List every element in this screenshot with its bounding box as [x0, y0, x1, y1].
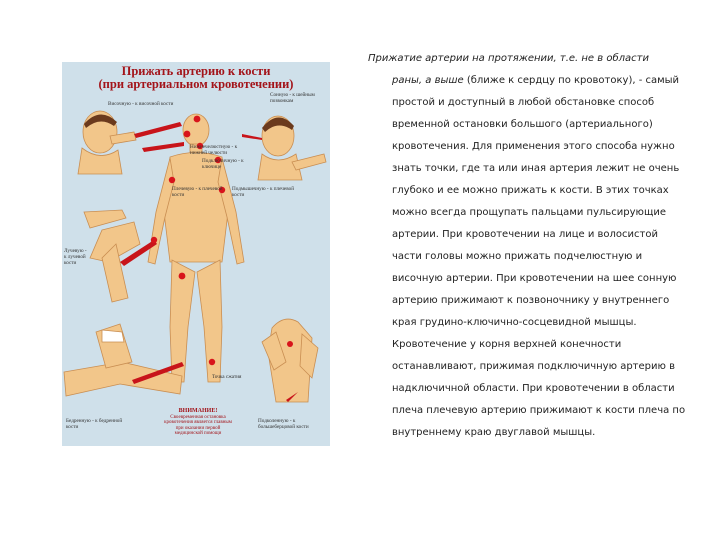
- label-brachial: Плечевую - к плечевой кости: [172, 186, 223, 198]
- text-line-content: артерии. При кровотечении на лице и волосистой: [392, 229, 658, 240]
- label-axillary: Подмышечную - к плечевой кости: [232, 186, 294, 198]
- label-femoral: Бедренную - к бедренной кости: [66, 418, 123, 430]
- text-line-content: останавливают, прижимая подключичную артерию в: [392, 361, 675, 372]
- text-line: [368, 224, 680, 246]
- text-line-content: части головы можно прижать подчелюстную и: [392, 251, 643, 262]
- text-line: [368, 268, 680, 290]
- text-line-content: внутреннему краю двуглавой мышцы.: [392, 427, 596, 438]
- body-text: [368, 48, 686, 444]
- text-line: [368, 70, 680, 92]
- text-line-content: артерию прижимают к позвоночнику у внутреннего: [392, 295, 670, 306]
- first-aid-poster: [62, 62, 330, 446]
- text-line-content: Кровотечение у корня верхней конечности: [392, 339, 622, 350]
- text-line-content: надключичной области. При кровотечении в области: [392, 383, 675, 394]
- text-line: [368, 202, 680, 224]
- label-mandible: Нижнечелюстную - к нижней челюсти: [190, 144, 238, 156]
- text-line-content: можно всегда прощупать пальцами пульсирующие: [392, 207, 667, 218]
- label-popliteal: Подколенную - к большеберцовой кости: [258, 418, 309, 430]
- label-radial: Лучевую - к лучевой кости: [64, 248, 87, 266]
- text-line-italic: раны, а выше: [392, 75, 464, 86]
- text-line: [368, 180, 680, 202]
- poster-illustration: [62, 62, 330, 446]
- label-groin: Точка сжатия: [212, 374, 242, 380]
- text-line-content: знать точки, где та или иная артерия лежит не очень: [392, 163, 680, 174]
- text-line: [368, 312, 680, 334]
- text-line: [368, 114, 680, 136]
- text-line-content: плеча плечевую артерию прижимают к кости плеча по: [392, 405, 686, 416]
- text-line: [368, 48, 680, 70]
- text-line: [368, 92, 680, 114]
- text-line-content: кровотечения. Для применения этого способа нужно: [392, 141, 675, 152]
- warning-title: ВНИМАНИЕ!: [178, 408, 218, 414]
- text-line-content: края грудино-ключично-сосцевидной мышцы.: [392, 317, 637, 328]
- text-line-content: простой и доступный в любой обстановке способ: [392, 97, 655, 108]
- text-line-italic: Прижатие артерии на протяжении, т.е. не в области: [368, 53, 649, 64]
- text-line: [368, 290, 680, 312]
- text-line: [368, 356, 680, 378]
- text-line: [368, 136, 680, 158]
- text-line: [368, 378, 680, 400]
- text-line-content: временной остановки большого (артериального): [392, 119, 653, 130]
- text-line: [368, 158, 680, 180]
- text-line: [368, 246, 680, 268]
- label-carotid: Сонную - к шейным позвонкам: [270, 92, 315, 104]
- text-line-content: височную артерии. При кровотечении на шее сонную: [392, 273, 677, 284]
- text-line-content: глубоко и ее можно прижать к кости. В этих точках: [392, 185, 669, 196]
- text-line: [368, 334, 680, 356]
- poster-title: Прижать артерию к кости: [121, 64, 271, 78]
- text-line-content: (ближе к сердцу по кровотоку), - самый: [463, 75, 680, 86]
- text-line: [368, 422, 680, 444]
- warning-text: Своевременная остановка кровотечения является главным при оказании первой медицинской помощи: [164, 414, 232, 437]
- label-temporal: Височную - к височной кости: [108, 101, 174, 107]
- poster-subtitle: (при артериальном кровотечении): [98, 77, 294, 91]
- text-line: [368, 400, 686, 422]
- label-subclavian: Подключичную - к ключице: [202, 158, 244, 170]
- warning-box: [162, 409, 234, 437]
